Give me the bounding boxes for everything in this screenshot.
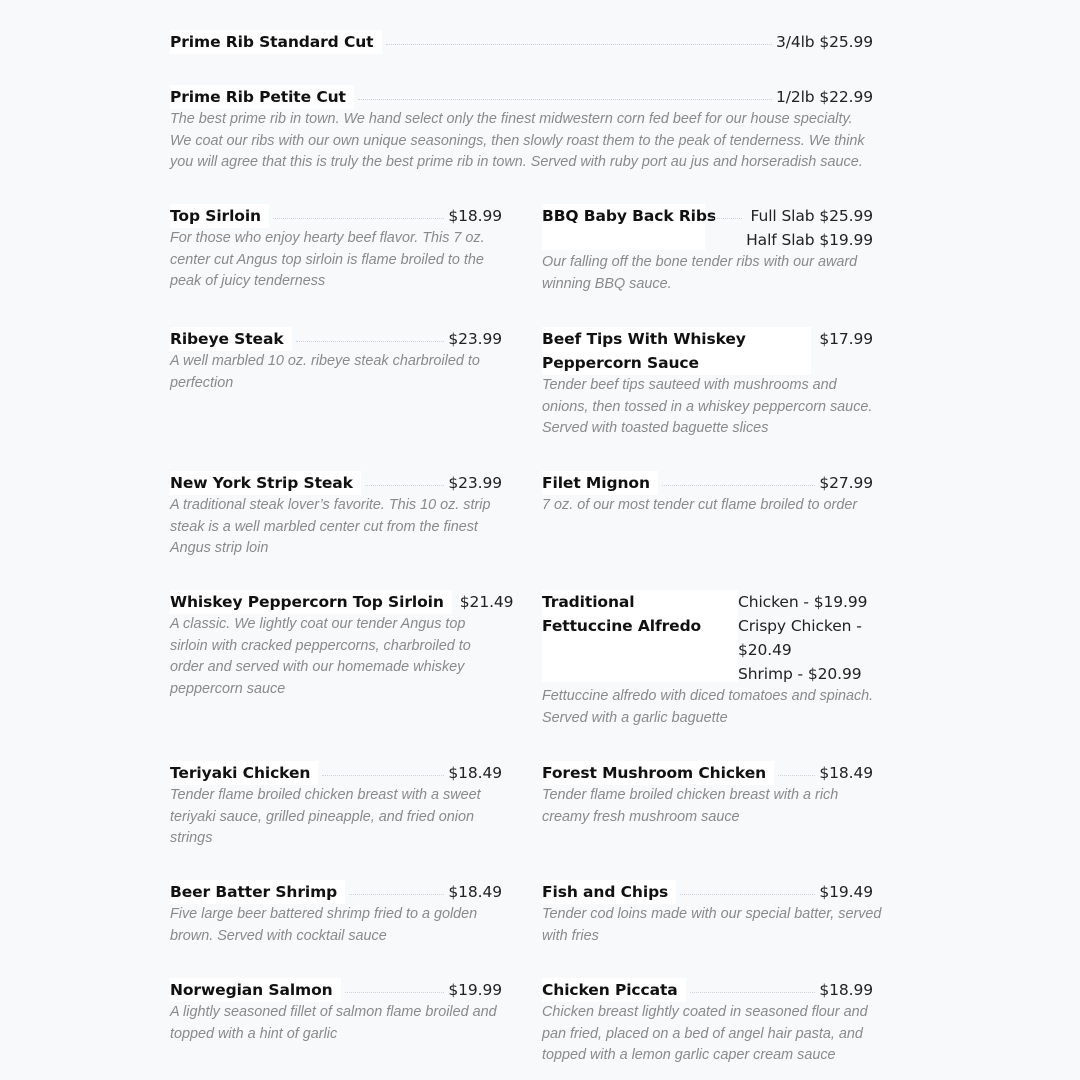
item-name: Prime Rib Standard Cut	[170, 30, 382, 54]
item-name: Chicken Piccata	[542, 978, 686, 1002]
item-name: Filet Mignon	[542, 471, 658, 495]
leader-dots	[345, 978, 445, 993]
leader-dots	[365, 471, 444, 486]
item-description: 7 oz. of our most tender cut flame broiled to order	[542, 497, 858, 513]
item-name: Prime Rib Petite Cut	[170, 85, 354, 109]
item-description: For those who enjoy hearty beef flavor. This 7 oz. center cut Angus top sirloin is flame broiled to the peak of juicy tenderness	[170, 230, 485, 289]
leader-dots	[358, 85, 772, 100]
menu-item-bbq-ribs	[542, 204, 873, 295]
item-description: Fettuccine alfredo with diced tomatoes and spinach. Served with a garlic baguette	[542, 688, 874, 726]
item-price: $21.49	[460, 590, 514, 614]
item-name: Whiskey Peppercorn Top Sirloin	[170, 590, 452, 614]
leader-dots	[349, 880, 444, 895]
item-price: $18.99	[819, 978, 873, 1002]
leader-dots	[709, 204, 742, 219]
item-description: Tender flame broiled chicken breast with a sweet teriyaki sauce, grilled pineapple, and fried onion strings	[170, 787, 481, 846]
menu-item-ny-strip	[170, 471, 502, 560]
item-price: $18.49	[819, 761, 873, 785]
item-price: $18.99	[448, 204, 502, 228]
item-name: Traditional Fettuccine Alfredo	[542, 590, 738, 682]
item-price-half-slab: Half Slab $19.99	[746, 228, 873, 252]
leader-dots	[273, 204, 444, 219]
item-name: BBQ Baby Back Ribs	[542, 204, 705, 250]
item-price-shrimp: Shrimp - $20.99	[738, 662, 861, 686]
menu-item-top-sirloin	[170, 204, 502, 293]
item-description: Chicken breast lightly coated in seasoned flour and pan fried, placed on a bed of angel hair pasta, and topped with a lemon garlic caper cream sauce	[542, 1004, 868, 1063]
item-price: $19.49	[819, 880, 873, 904]
menu-item-whiskey-sirloin	[170, 590, 514, 700]
item-price: 1/2lb $22.99	[776, 85, 873, 109]
item-name: Fish and Chips	[542, 880, 676, 904]
leader-dots	[690, 978, 816, 993]
menu-item-prime-rib-petite	[170, 85, 873, 174]
item-description: A classic. We lightly coat our tender Angus top sirloin with cracked peppercorns, charbroiled to order and served with our homemade whiskey peppercorn sauce	[170, 616, 471, 697]
menu-item-fish-and-chips	[542, 880, 882, 947]
menu-item-norwegian-salmon	[170, 978, 502, 1045]
item-description: Tender cod loins made with our special batter, served with fries	[542, 906, 882, 944]
menu-item-forest-mushroom-chicken	[542, 761, 873, 828]
menu-item-ribeye	[170, 327, 502, 394]
item-description: A well marbled 10 oz. ribeye steak charbroiled to perfection	[170, 353, 480, 391]
leader-dots	[296, 327, 445, 342]
item-name: Beef Tips With Whiskey Peppercorn Sauce	[542, 327, 811, 375]
leader-dots	[662, 471, 815, 486]
item-description: A lightly seasoned fillet of salmon flame broiled and topped with a hint of garlic	[170, 1004, 497, 1042]
menu-item-teriyaki-chicken	[170, 761, 502, 850]
menu-item-prime-rib-standard	[170, 30, 873, 54]
item-name: Teriyaki Chicken	[170, 761, 318, 785]
item-description: Tender beef tips sauteed with mushrooms and onions, then tossed in a whiskey peppercorn sauce. Served with toasted baguette slices	[542, 377, 873, 436]
item-description: The best prime rib in town. We hand select only the finest midwestern corn fed beef for our house specialty. We coat our ribs with our own unique seasonings, then slowly roast them to the peak of tenderness. We think you will agree that this is truly the best prime rib in town. Served with ruby port au jus and horseradish sauce.	[170, 111, 865, 170]
item-price: $18.49	[448, 761, 502, 785]
item-price: $23.99	[448, 327, 502, 351]
leader-dots	[778, 761, 815, 776]
item-name: Forest Mushroom Chicken	[542, 761, 774, 785]
item-price-chicken: Chicken - $19.99	[738, 590, 867, 614]
item-description: Tender flame broiled chicken breast with a rich creamy fresh mushroom sauce	[542, 787, 839, 825]
menu-item-beer-batter-shrimp	[170, 880, 502, 947]
item-price: $17.99	[819, 327, 873, 351]
leader-dots	[680, 880, 815, 895]
item-name: Norwegian Salmon	[170, 978, 341, 1002]
item-description: Five large beer battered shrimp fried to a golden brown. Served with cocktail sauce	[170, 906, 478, 944]
menu-item-beef-tips	[542, 327, 873, 440]
item-name: New York Strip Steak	[170, 471, 361, 495]
leader-dots	[386, 30, 772, 45]
item-name: Ribeye Steak	[170, 327, 292, 351]
item-price: 3/4lb $25.99	[776, 30, 873, 54]
item-price: $27.99	[819, 471, 873, 495]
menu-item-filet-mignon	[542, 471, 873, 517]
item-name: Top Sirloin	[170, 204, 269, 228]
item-name: Beer Batter Shrimp	[170, 880, 345, 904]
leader-dots	[322, 761, 444, 776]
menu-item-chicken-piccata	[542, 978, 873, 1067]
item-description: A traditional steak lover’s favorite. This 10 oz. strip steak is a well marbled center cut from the finest Angus strip loin	[170, 497, 491, 556]
item-description: Our falling off the bone tender ribs with our award winning BBQ sauce.	[542, 254, 858, 292]
item-price: $18.49	[448, 880, 502, 904]
item-price-crispy-chicken: Crispy Chicken - $20.49	[738, 614, 870, 662]
item-price: $23.99	[448, 471, 502, 495]
menu-item-fettuccine-alfredo	[542, 590, 880, 729]
item-price: $19.99	[448, 978, 502, 1002]
item-price-full-slab: Full Slab $25.99	[751, 204, 873, 228]
